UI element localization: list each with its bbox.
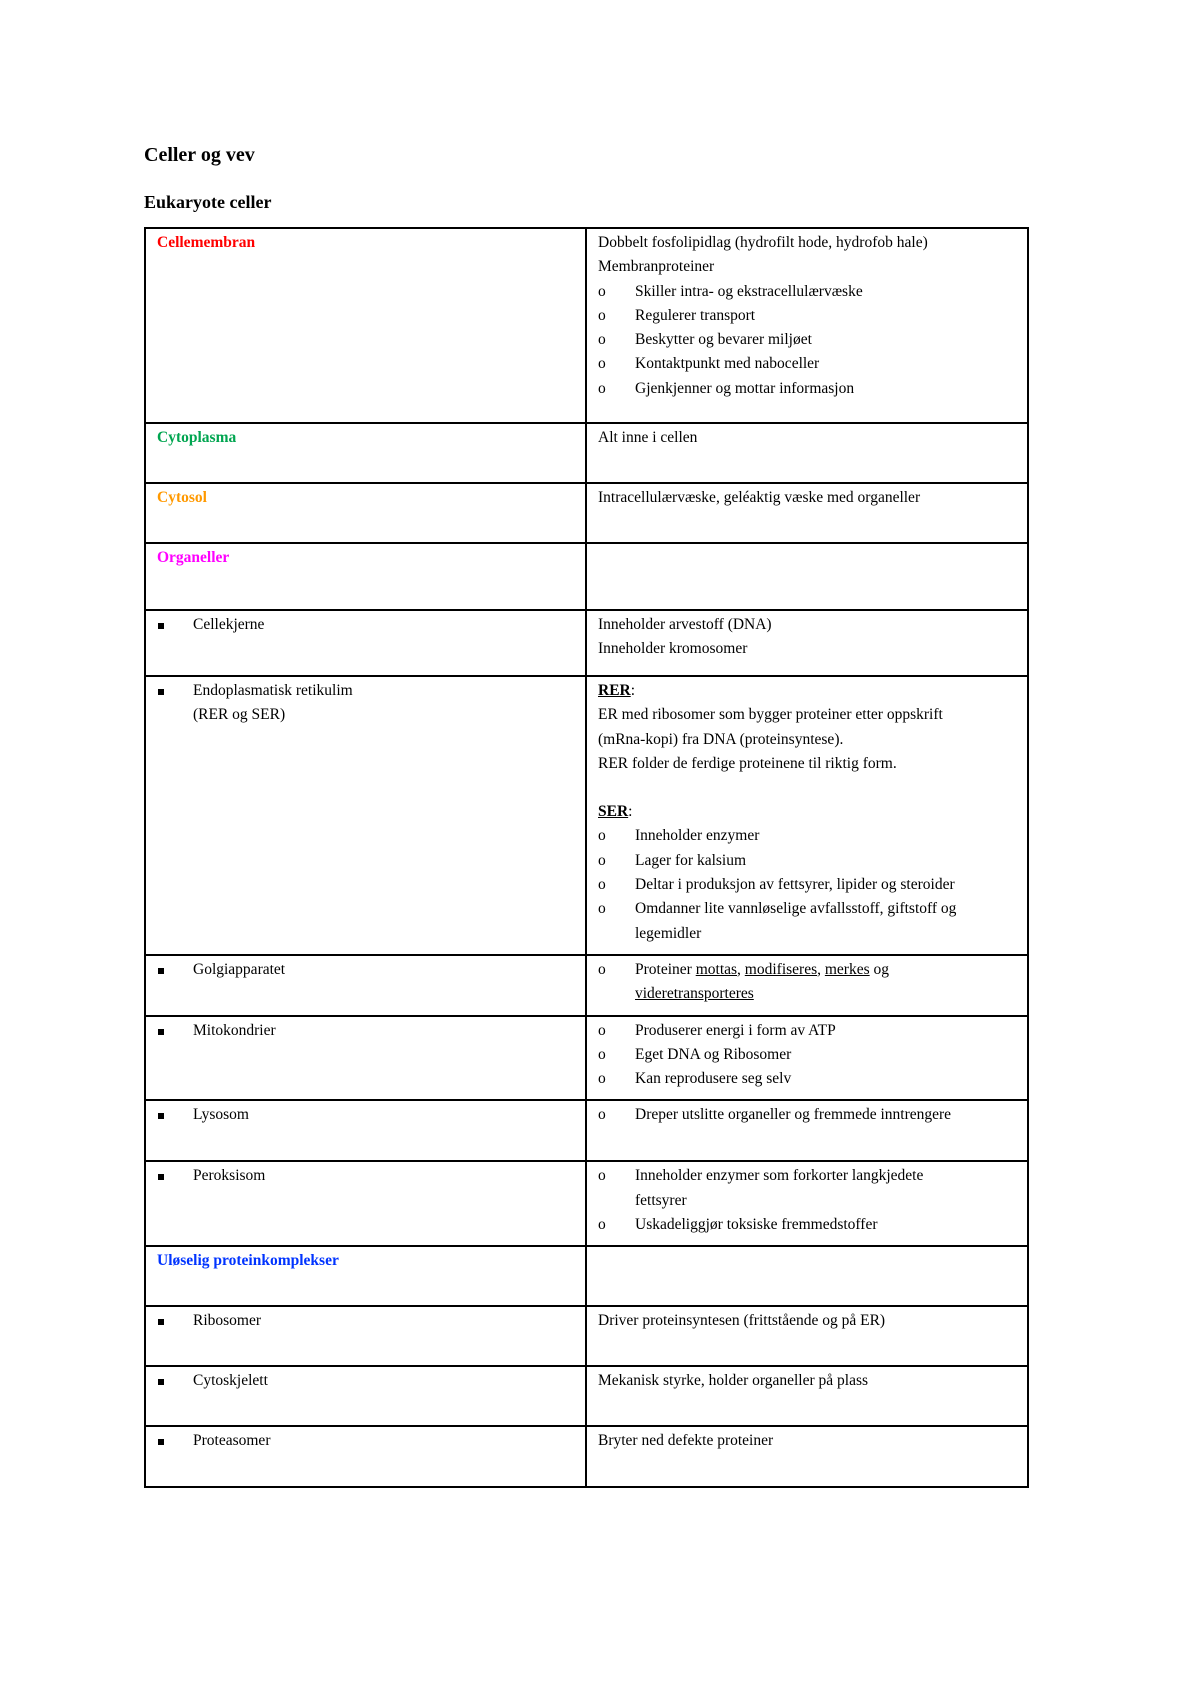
table-row (145, 676, 1028, 955)
bullet-circle-icon: o (598, 851, 606, 869)
list-item: o Gjenkjenner og mottar informasjon (598, 377, 1017, 401)
table-row (145, 955, 1028, 1016)
bullet-circle-icon: o (598, 282, 606, 300)
term-cell (145, 1246, 586, 1306)
category-label: Cytoplasma (157, 429, 237, 446)
bullet-circle-icon: o (598, 1070, 606, 1088)
bullet-circle-icon: o (598, 331, 606, 349)
term-cell: Golgiapparatet (145, 955, 586, 1016)
ser-heading: SER (598, 803, 629, 821)
bullet-circle-icon: o (598, 876, 606, 894)
square-bullet-icon (158, 968, 164, 974)
term-cell (145, 228, 586, 423)
square-bullet-icon (158, 1174, 164, 1180)
description-cell (586, 1100, 1028, 1161)
list-item: o Deltar i produksjon av fettsyrer, lipider og steroider (598, 873, 1017, 897)
list-item: o Skiller intra- og ekstracellulærvæske (598, 280, 1017, 304)
term-cell: Cellekjerne (145, 610, 586, 676)
list-item: o Kan reprodusere seg selv (598, 1067, 1017, 1091)
description-cell: Alt inne i cellen (586, 423, 1028, 483)
list-item: o Beskytter og bevarer miljøet (598, 328, 1017, 352)
description-cell: RER: ER med ribosomer som bygger proteiner etter oppskrift (mRna-kopi) fra DNA (proteinsyntese). RER folder de ferdige proteinene til riktig form. SER: o Inneholder enzymer o Lager for kalsium o Deltar i produksjon av fettsyrer, lipider og steroider o Omdanner lite vannløselige avfallsstoff, giftstoff og legemidler (586, 676, 1028, 955)
term-cell: Cytoskjelett (145, 1366, 586, 1426)
term-cell: Mitokondrier (145, 1016, 586, 1101)
section-heading: Eukaryote celler (144, 192, 272, 212)
square-bullet-icon (158, 623, 164, 629)
table-row (145, 543, 1028, 610)
bullet-circle-icon: o (598, 1167, 606, 1185)
square-bullet-icon (158, 1029, 164, 1035)
list-item: o Omdanner lite vannløselige avfallsstoff, giftstoff og legemidler (598, 897, 1017, 946)
table-row (145, 1016, 1028, 1101)
term-cell: Lysosom (145, 1100, 586, 1161)
term-cell: Peroksisom (145, 1161, 586, 1246)
list-item: o Produserer energi i form av ATP (598, 1019, 1017, 1043)
description-cell: Inneholder arvestoff (DNA) Inneholder kromosomer (586, 610, 1028, 676)
description-line: Membranproteiner (598, 258, 715, 276)
square-bullet-icon (158, 1379, 164, 1385)
table-row (145, 1366, 1028, 1426)
table-row (145, 483, 1028, 543)
description-cell: Mekanisk styrke, holder organeller på plass (586, 1366, 1028, 1426)
table-row (145, 1246, 1028, 1306)
table-row (145, 1100, 1028, 1161)
bullet-circle-icon: o (598, 306, 606, 324)
description-cell (586, 1161, 1028, 1246)
list-item: o Uskadeliggjør toksiske fremmedstoffer (598, 1213, 1017, 1237)
description-line: Dobbelt fosfolipidlag (hydrofilt hode, hydrofob hale) (598, 234, 928, 251)
list-item: o Regulerer transport (598, 304, 1017, 328)
list-item: o Eget DNA og Ribosomer (598, 1043, 1017, 1067)
table-row (145, 1306, 1028, 1366)
description-cell: Intracellulærvæske, geléaktig væske med organeller (586, 483, 1028, 543)
term-cell (145, 483, 586, 543)
document-title: Celler og vev (144, 144, 255, 166)
description-cell (586, 1016, 1028, 1101)
description-cell: Bryter ned defekte proteiner (586, 1426, 1028, 1487)
bullet-circle-icon: o (598, 960, 606, 978)
bullet-circle-icon: o (598, 1216, 606, 1234)
category-label: Uløselig proteinkomplekser (157, 1252, 339, 1270)
list-item: o Proteiner mottas, modifiseres, merkes og videretransporteres (598, 958, 1017, 1007)
description-cell (586, 1246, 1028, 1306)
table-row (145, 1161, 1028, 1246)
square-bullet-icon (158, 1439, 164, 1445)
square-bullet-icon (158, 689, 164, 695)
list-item: o Inneholder enzymer som forkorter langkjedete fettsyrer (598, 1164, 1017, 1213)
bullet-circle-icon: o (598, 1021, 606, 1039)
table-row (145, 423, 1028, 483)
category-label: Organeller (157, 549, 230, 566)
list-item: o Kontaktpunkt med naboceller (598, 352, 1017, 376)
bullet-circle-icon: o (598, 1106, 606, 1124)
list-item: o Lager for kalsium (598, 849, 1017, 873)
category-label: Cytosol (157, 489, 207, 506)
cell-table (144, 227, 1029, 1488)
square-bullet-icon (158, 1319, 164, 1325)
term-cell (145, 423, 586, 483)
rer-heading: RER (598, 682, 631, 699)
bullet-circle-icon: o (598, 1045, 606, 1063)
category-label: Cellemembran (157, 234, 256, 251)
list-item: o Dreper utslitte organeller og fremmede inntrengere (598, 1103, 1017, 1127)
term-cell (145, 543, 586, 610)
description-cell: Driver proteinsyntesen (frittstående og på ER) (586, 1306, 1028, 1366)
table-row (145, 1426, 1028, 1487)
term-cell: Ribosomer (145, 1306, 586, 1366)
bullet-circle-icon: o (598, 355, 606, 373)
square-bullet-icon (158, 1113, 164, 1119)
list-item: o Inneholder enzymer (598, 824, 1017, 848)
term-cell: Proteasomer (145, 1426, 586, 1487)
description-cell (586, 228, 1028, 423)
description-cell (586, 543, 1028, 610)
term-cell: Endoplasmatisk retikulim (RER og SER) (145, 676, 586, 955)
table-row (145, 228, 1028, 423)
bullet-circle-icon: o (598, 900, 606, 918)
description-cell (586, 955, 1028, 1016)
table-row (145, 610, 1028, 676)
bullet-circle-icon: o (598, 827, 606, 845)
bullet-circle-icon: o (598, 379, 606, 397)
